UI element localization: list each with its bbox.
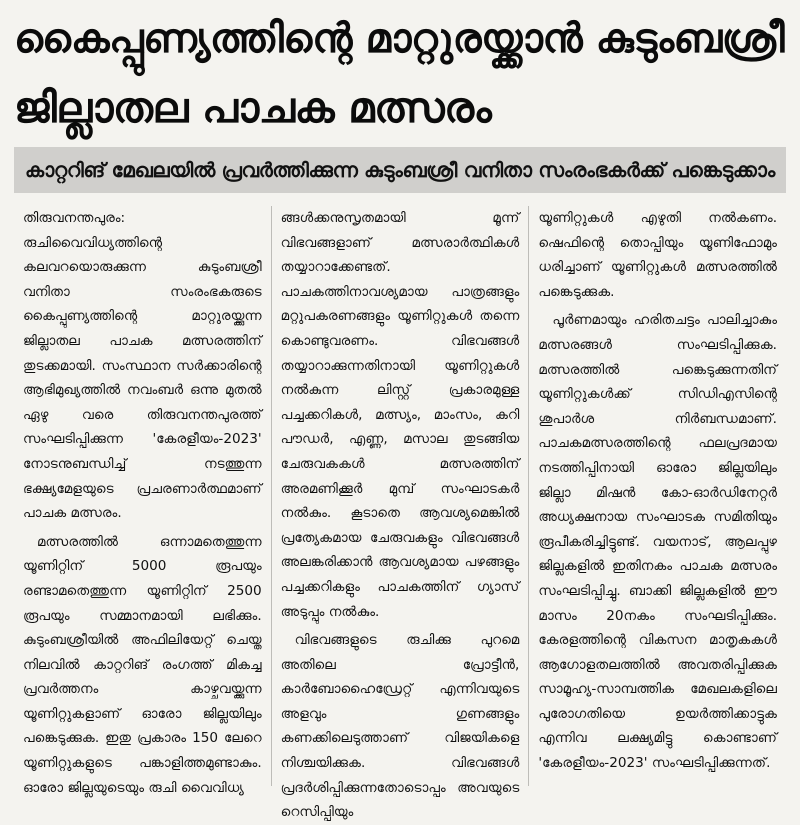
column-3 — [528, 206, 786, 786]
paragraph: ങ്ങൾക്കനുസൃതമായി മൂന്ന് വിഭവങ്ങളാണ് മത്സരാർത്ഥികൾ തയ്യാറാക്കേണ്ടത്. പാചകത്തിനാവശ്യമായ പാത്രങ്ങളും മറ്റുപകരണങ്ങളും യൂണിറ്റുകൾ തന്നെ കൊണ്ടുവരണം. വിഭവങ്ങൾ തയ്യാറാക്കുന്നതിനായി യൂണിറ്റുകൾ നൽകുന്ന ലിസ്റ്റ് പ്രകാരമുള്ള പച്ചക്കറികൾ, മത്സ്യം, മാംസം, കറി പൗഡർ, എണ്ണ, മസാല തുടങ്ങിയ ചേരുവകകൾ മത്സരത്തിന് അരമണിക്കൂർ മുമ്പ് സംഘാടകർ നൽകും. കൂടാതെ ആവശ്യമെങ്കിൽ പ്രത്യേകമായ ചേരുവകളും വിഭവങ്ങൾ അലങ്കരിക്കാൻ ആവശ്യമായ പഴങ്ങളും പച്ചക്കറികളും പാചകത്തിന് ഗ്യാസ് അടുപ്പും നൽകും. — [280, 210, 520, 620]
headline-line-2: ജില്ലാതല പാചക മത്സരം — [14, 83, 492, 132]
subheadline-bar — [14, 147, 786, 193]
headline-line-1: കൈപ്പുണ്യത്തിന്റെ മാറ്റുരയ്ക്കാൻ കുടുംബശ്രീ — [14, 14, 785, 62]
column-1 — [14, 206, 271, 796]
article-body — [14, 206, 786, 821]
subheadline: കാറ്ററിങ് മേഖലയിൽ പ്രവർത്തിക്കുന്ന കുടുംബശ്രീ വനിതാ സംരംഭകർക്ക് പങ്കെടുക്കാം — [25, 158, 775, 182]
paragraph: തിരുവനന്തപുരം: രുചിവൈവിധ്യത്തിന്റെ കലവറയൊരുക്കുന്ന കുടുംബശ്രീ വനിതാ സംരംഭകരുടെ കൈപ്പുണ്യത്തിന്റെ മാറ്റുരയ്ക്കുന്ന ജില്ലാതല പാചക മത്സരത്തിന് തുടക്കമായി. സംസ്ഥാന സർക്കാരിന്റെ ആഭിമുഖ്യത്തിൽ നവംബർ ഒന്നു മുതൽ ഏഴു വരെ തിരുവനന്തപുരത്ത് സംഘടിപ്പിക്കുന്ന 'കേരളീയം-2023' നോടനുബന്ധിച്ച് നടത്തുന്ന ഭക്ഷ്യമേളയുടെ പ്രചരണാർത്ഥമാണ് പാചക മത്സരം. — [23, 210, 262, 522]
paragraph: വിഭവങ്ങളുടെ രുചിക്കു പുറമെ അതിലെ പ്രോട്ടീൻ, കാർബോഹൈഡ്രേറ്റ് എന്നിവയുടെ അളവും ഗുണങ്ങളും കണക്കിലെടുത്താണ് വിജയികളെ നിശ്ചയിക്കുക. വിഭവങ്ങൾ പ്രദർശിപ്പിക്കുന്നതോടൊപ്പം അവയുടെ റെസിപ്പിയും — [280, 632, 520, 821]
paragraph: പൂർണമായും ഹരിതചട്ടം പാലിച്ചാകും മത്സരങ്ങൾ സംഘടിപ്പിക്കുക. മത്സരത്തിൽ പങ്കെടുക്കുന്നതിന് യൂണിറ്റുകൾക്ക് സിഡിഎസിന്റെ ശുപാർശ നിർബന്ധമാണ്. പാചകമത്സരത്തിന്റെ ഫലപ്രദമായ നടത്തിപ്പിനായി ഓരോ ജില്ലയിലും ജില്ലാ മിഷൻ കോ-ഓർഡിനേറ്റർ അധ്യക്ഷനായ സംഘാടക സമിതിയും രൂപീകരിച്ചിട്ടുണ്ട്. വയനാട്, ആലപ്പുഴ ജില്ലകളിൽ ഇതിനകം പാചക മത്സരം സംഘടിപ്പിച്ചു. ബാക്കി ജില്ലകളിൽ ഈ മാസം 20നകം സംഘടിപ്പിക്കും. കേരളത്തിന്റെ വികസന മാതൃകകൾ ആഗോളതലത്തിൽ അവതരിപ്പിക്കുക സാമൂഹ്യ-സാമ്പത്തിക മേഖലകളിലെ പുരോഗതിയെ ഉയർത്തിക്കാട്ടുക എന്നിവ ലക്ഷ്യമിട്ടു കൊണ്ടാണ് 'കേരളീയം-2023' സംഘടിപ്പിക്കുന്നത്. — [538, 312, 778, 772]
paragraph: യൂണിറ്റുകൾ എഴുതി നൽകണം. ഷെഫിന്റെ തൊപ്പിയും യൂണിഫോമും ധരിച്ചാണ് യൂണിറ്റുകൾ മത്സരത്തിൽ പങ്കെടുക്കുക. — [538, 210, 778, 300]
column-2 — [271, 206, 529, 821]
paragraph: മത്സരത്തിൽ ഒന്നാമതെത്തുന്ന യൂണിറ്റിന് 5000 രൂപയും രണ്ടാമതെത്തുന്ന യൂണിറ്റിന് 2500 രൂപയും സമ്മാനമായി ലഭിക്കും. കുടുംബശ്രീയിൽ അഫിലിയേറ്റ് ചെയ്ത നിലവിൽ കാറ്ററിങ് രംഗത്ത് മികച്ച പ്രവർത്തനം കാഴ്ചവയ്ക്കുന്ന യൂണിറ്റുകളാണ് ഓരോ ജില്ലയിലും പങ്കെടുക്കുക. ഇതു പ്രകാരം 150 ലേറെ യൂണിറ്റുകളുടെ പങ്കാളിത്തമുണ്ടാകും. ഓരോ ജില്ലയുടെയും രുചി വൈവിധ്യ — [23, 533, 262, 796]
